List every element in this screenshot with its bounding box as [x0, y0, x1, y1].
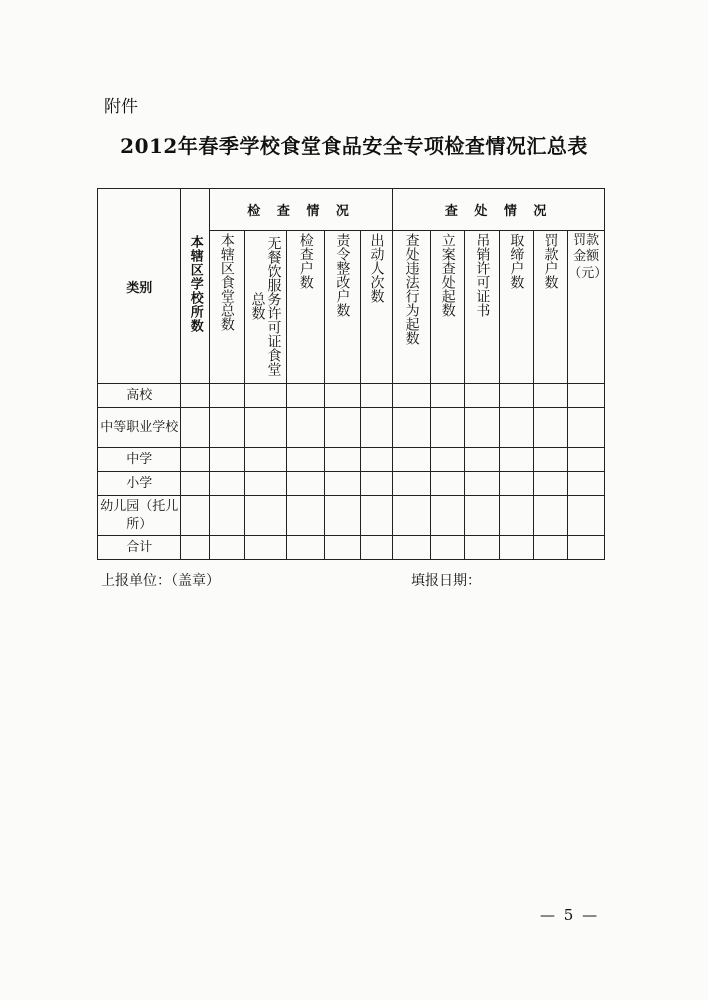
col-rectification-ordered: 责令整改户数: [324, 231, 360, 384]
table-row: [98, 384, 605, 408]
category-header: 类别: [98, 189, 181, 384]
document-title: 2012年春季学校食堂食品安全专项检查情况汇总表: [120, 134, 588, 158]
row-label-primary-school: 小学: [98, 472, 181, 496]
col-unlicensed-canteens: 无餐饮服务许可证食堂总数: [244, 231, 287, 384]
col-inspected-households: 检查户数: [287, 231, 325, 384]
row-label-kindergarten: 幼儿园（托儿所）: [98, 496, 181, 536]
row-label-middle-school: 中学: [98, 448, 181, 472]
row-label-total: 合计: [98, 536, 181, 560]
table-row: [98, 496, 605, 536]
table-row: [98, 472, 605, 496]
fill-date-label: 填报日期：: [411, 573, 481, 589]
col-violations-handled: 查处违法行为起数: [393, 231, 431, 384]
handling-group-header: 查 处 情 况: [393, 189, 605, 231]
col-cases-filed: 立案查处起数: [430, 231, 465, 384]
col-fined-households: 罚款户数: [533, 231, 568, 384]
inspection-group-header: 检 查 情 况: [209, 189, 392, 231]
row-label-university: 高校: [98, 384, 181, 408]
col-fine-amount: 罚款金额（元）: [568, 231, 605, 384]
table-row: [98, 408, 605, 448]
row-label-vocational: 中等职业学校: [98, 408, 181, 448]
reporting-unit-label: 上报单位：（盖章）: [101, 573, 220, 589]
col-personnel-dispatched: 出动人次数: [360, 231, 393, 384]
col-banned-households: 取缔户数: [500, 231, 534, 384]
table-row: [98, 448, 605, 472]
schools-count-header: 本辖区学校所数: [181, 189, 210, 384]
attachment-label: 附件: [104, 97, 138, 117]
page-number: — 5 —: [540, 906, 600, 924]
col-licenses-revoked: 吊销许可证书: [465, 231, 500, 384]
summary-table: [97, 188, 608, 560]
col-canteen-total: 本辖区食堂总数: [209, 231, 244, 384]
table-row: [98, 536, 605, 560]
